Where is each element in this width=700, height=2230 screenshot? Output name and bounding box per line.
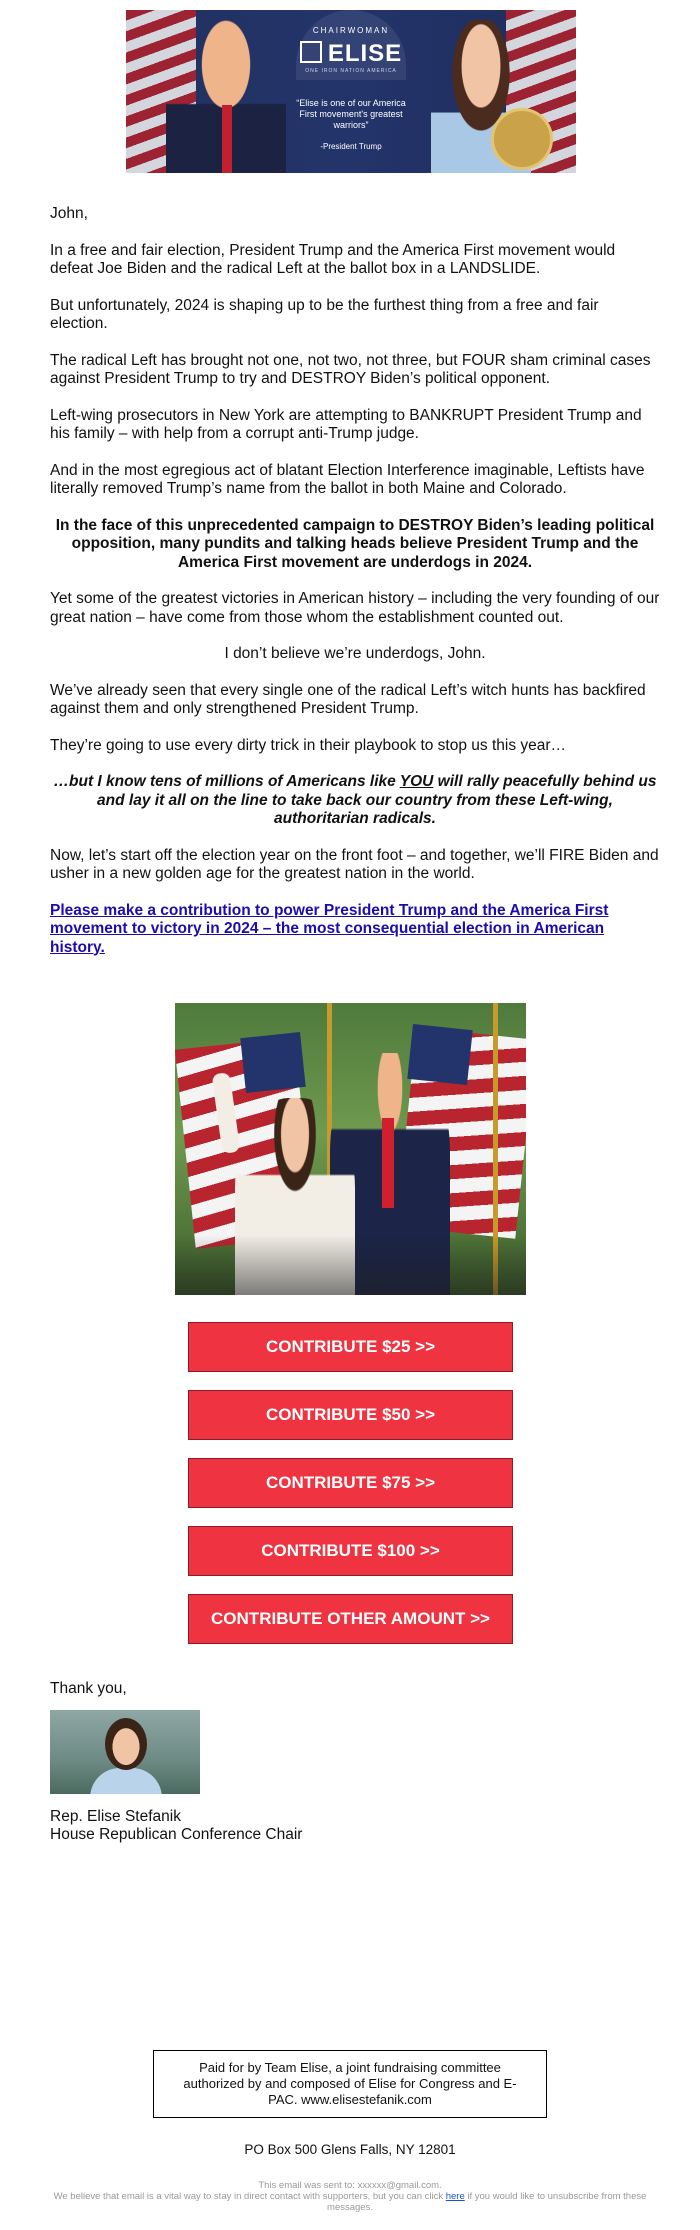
thank-you-text: Thank you, xyxy=(50,1680,127,1697)
banner-quote: “Elise is one of our America First movement's greatest warriors” xyxy=(296,98,406,130)
signature-photo-body xyxy=(90,1768,162,1794)
contribute-75-button[interactable]: CONTRIBUTE $75 >> xyxy=(188,1458,513,1508)
unsubscribe-notice xyxy=(40,2191,660,2213)
contribute-25-button[interactable]: CONTRIBUTE $25 >> xyxy=(188,1322,513,1372)
endorsement-seal xyxy=(491,108,553,170)
paragraph-7: Yet some of the greatest victories in American history – including the very founding of our great nation – have come from those whom the establishment counted out. xyxy=(50,590,660,626)
sent-to-notice: This email was sent to: xxxxxx@gmail.com. xyxy=(258,2180,442,2191)
paragraph-3: The radical Left has brought not one, not two, not three, but FOUR sham criminal cases against President Trump to try and DESTROY Biden’s political opponent. xyxy=(50,351,651,387)
trump-stefanik-photo[interactable] xyxy=(175,1003,526,1295)
banner-attribution: -President Trump xyxy=(320,142,382,151)
contribute-100-button[interactable]: CONTRIBUTE $100 >> xyxy=(188,1526,513,1576)
paragraph-5: And in the most egregious act of blatant Election Interference imaginable, Leftists have literally removed Trump’s name from the ballot in both Maine and Colorado. xyxy=(50,461,645,497)
email-body xyxy=(50,205,660,975)
elise-logo xyxy=(126,40,576,68)
unsubscribe-link[interactable]: here xyxy=(445,2191,465,2202)
paragraph-9: We’ve already seen that every single one of the radical Left’s witch hunts has backfired against them and only strengthened President Trump. xyxy=(50,681,646,717)
banner-chair-label: CHAIRWOMAN xyxy=(312,26,390,35)
paid-for-text: Paid for by Team Elise, a joint fundraising committee authorized by and composed of Elise for Congress and E-PAC. www.elisestefanik.com xyxy=(183,2060,517,2107)
trump-tie xyxy=(382,1118,394,1208)
paragraph-10: They’re going to use every dirty trick in their playbook to stop us this year… xyxy=(50,736,567,754)
paragraph-4: Left-wing prosecutors in New York are attempting to BANKRUPT President Trump and his family – with help from a corrupt anti-Trump judge. xyxy=(50,406,642,442)
paragraph-1: In a free and fair election, President Trump and the America First movement would defeat Joe Biden and the radical Left at the ballot box in a LANDSLIDE. xyxy=(50,241,616,277)
signer-name: Rep. Elise Stefanik xyxy=(50,1808,181,1825)
signer-title: House Republican Conference Chair xyxy=(50,1826,303,1843)
crowd-foreground xyxy=(175,1235,526,1295)
unsubscribe-text-a: We believe that email is a vital way to stay in direct contact with supporters, but you can click xyxy=(53,2191,446,2202)
flag-canton-left xyxy=(240,1032,305,1093)
cta-paragraph xyxy=(50,902,660,958)
signature-photo-face xyxy=(105,1718,147,1770)
signature-photo xyxy=(50,1710,200,1794)
paragraph-11-you: YOU xyxy=(399,773,434,790)
paragraph-11 xyxy=(50,773,660,829)
logo-text: ELISE xyxy=(327,40,403,67)
contribute-other-amount-button[interactable]: CONTRIBUTE OTHER AMOUNT >> xyxy=(188,1594,513,1644)
mailing-address: PO Box 500 Glens Falls, NY 12801 xyxy=(244,2142,456,2157)
paragraph-11-part-a: …but I know tens of millions of Americans like xyxy=(53,773,400,790)
red-tie xyxy=(222,105,232,173)
contribute-50-button[interactable]: CONTRIBUTE $50 >> xyxy=(188,1390,513,1440)
paragraph-8: I don’t believe we’re underdogs, John. xyxy=(224,645,486,662)
fine-print xyxy=(40,2180,660,2213)
banner-tagline: ONE IRON NATION AMERICA xyxy=(305,68,397,74)
contribution-link[interactable]: Please make a contribution to power President Trump and the America First movement to victory in 2024 – the most consequential election in American history. xyxy=(50,901,609,956)
paragraph-12: Now, let’s start off the election year on the front foot – and together, we’ll FIRE Biden and usher in a new golden age for the greatest nation in the world. xyxy=(50,846,659,882)
greeting: John, xyxy=(50,205,88,222)
logo-mark-icon xyxy=(300,41,322,63)
paragraph-2: But unfortunately, 2024 is shaping up to be the furthest thing from a free and fair election. xyxy=(50,296,599,332)
paid-for-disclaimer xyxy=(153,2050,547,2118)
signature-block xyxy=(50,1808,302,1844)
paragraph-6: In the face of this unprecedented campaign to DESTROY Biden’s leading political opposition, many pundits and talking heads believe President Trump and the America First movement are underdogs in 2024. xyxy=(55,516,655,571)
header-banner[interactable] xyxy=(126,10,576,173)
paragraph-11-part-b: will rally peacefully behind us and lay it all on the line to take back our country from these Left-wing, authoritarian radicals. xyxy=(97,773,657,827)
unsubscribe-text-b: if you would like to unsubscribe from these messages. xyxy=(327,2191,647,2213)
